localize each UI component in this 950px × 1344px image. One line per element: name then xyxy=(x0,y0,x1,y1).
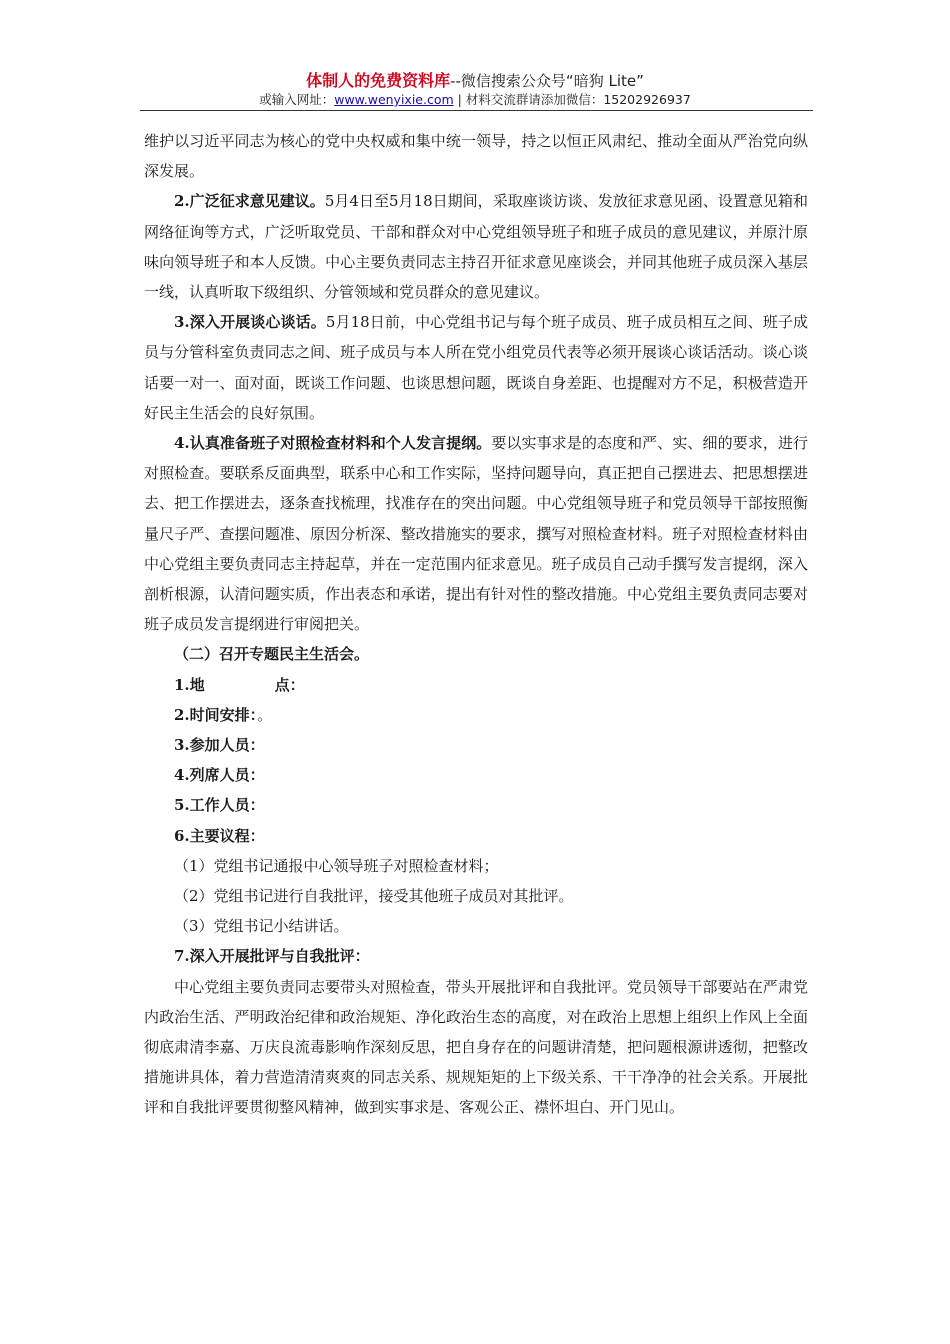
item-agenda xyxy=(144,821,808,851)
item-attendees xyxy=(144,760,808,790)
paragraph-solicit-opinions xyxy=(144,186,808,307)
agenda-item-3: （3）党组书记小结讲话。 xyxy=(174,917,349,936)
paragraph-heading: 2.广泛征求意见建议。 xyxy=(174,192,325,211)
paragraph-continued: 维护以习近平同志为核心的党中央权威和集中统一领导，持之以恒正风肃纪、推动全面从严治党向纵深发展。 xyxy=(144,132,808,181)
item-time-value: 。 xyxy=(257,705,273,724)
header-line-1 xyxy=(0,72,950,90)
item-location-colon: 点： xyxy=(274,675,305,694)
item-staff-label: 5.工作人员： xyxy=(174,796,265,815)
header-url-prefix: 或输入网址： xyxy=(259,92,335,107)
header-tagline: --微信搜索公众号“暗狗 Lite” xyxy=(450,72,644,90)
section-heading-text: （二）召开专题民主生活会。 xyxy=(174,645,370,664)
header-contact: | 材料交流群请添加微信：15202926937 xyxy=(453,92,691,107)
paragraph-heart-to-heart-talks xyxy=(144,307,808,428)
header-divider xyxy=(140,110,813,111)
paragraph-text: 要以实事求是的态度和严、实、细的要求，进行对照检查。要联系反面典型，联系中心和工作实际，坚持问题导向，真正把自己摆进去、把思想摆进去、把工作摆进去，逐条查找梳理，找准存在的突出问题。中心党组领导班子和党员领导干部按照衡量尺子严、查摆问题准、原因分析深、整改措施实的要求，撰写对照检查材料。班子对照检查材料由中心党组主要负责同志主持起草，并在一定范围内征求意见。班子成员自己动手撰写发言提纲，深入剖析根源，认清问题实质，作出表态和承诺，提出有针对性的整改措施。中心党组主要负责同志要对班子成员发言提纲进行审阅把关。 xyxy=(144,434,808,634)
item-location xyxy=(144,670,808,700)
paragraph-heading: 3.深入开展谈心谈话。 xyxy=(174,313,326,332)
item-participants-label: 3.参加人员： xyxy=(174,736,265,755)
agenda-item-2: （2）党组书记进行自我批评，接受其他班子成员对其批评。 xyxy=(174,886,574,905)
item-staff xyxy=(144,790,808,820)
paragraph-text: 5月18日前，中心党组书记与每个班子成员、班子成员相互之间、班子成员与分管科室负责同志之间、班子成员与本人所在党小组党员代表等必须开展谈心谈话活动。谈心谈话要一对一、面对面，既谈工作问题、也谈思想问题，既谈自身差距、也提醒对方不足，积极营造开好民主生活会的良好氛围。 xyxy=(144,313,808,422)
item-attendees-label: 4.列席人员： xyxy=(174,766,265,785)
agenda-item-1: （1）党组书记通报中心领导班子对照检查材料； xyxy=(174,856,499,875)
item-criticism-label: 7.深入开展批评与自我批评： xyxy=(174,947,370,966)
header-line-2 xyxy=(0,92,950,108)
paragraph-heading: 4.认真准备班子对照检查材料和个人发言提纲。 xyxy=(174,434,492,453)
section-heading xyxy=(144,639,808,669)
item-criticism xyxy=(144,941,808,971)
item-location-label: 1.地 xyxy=(174,675,205,694)
document-body xyxy=(144,126,808,1123)
paragraph-prepare-materials xyxy=(144,428,808,639)
item-participants xyxy=(144,730,808,760)
header-url-link[interactable]: www.wenyixie.com xyxy=(334,92,454,107)
item-agenda-label: 6.主要议程： xyxy=(174,826,265,845)
item-time xyxy=(144,700,808,730)
paragraph-text: 5月4日至5月18日期间，采取座谈访谈、发放征求意见函、设置意见箱和网络征询等方式，广泛听取党员、干部和群众对中心党组领导班子和班子成员的意见建议，并原汁原味向领导班子和本人反馈。中心主要负责同志主持召开征求意见座谈会，并同其他班子成员深入基层一线，认真听取下级组织、分管领域和党员群众的意见建议。 xyxy=(144,192,808,302)
item-time-label: 2.时间安排： xyxy=(174,705,258,724)
paragraph-criticism-body: 中心党组主要负责同志要带头对照检查，带头开展批评和自我批评。党员领导干部要站在严肃党内政治生活、严明政治纪律和政治规矩、净化政治生态的高度，对在政治上思想上组织上作风上全面彻底肃清李嘉、万庆良流毒影响作深刻反思，把自身存在的问题讲清楚，把问题根源讲透彻，把整改措施讲具体，着力营造清清爽爽的同志关系、规规矩矩的上下级关系、干干净净的社会关系。开展批评和自我批评要贯彻整风精神，做到实事求是、客观公正、襟怀坦白、开门见山。 xyxy=(144,977,808,1117)
header-brand: 体制人的免费资料库 xyxy=(306,71,451,90)
